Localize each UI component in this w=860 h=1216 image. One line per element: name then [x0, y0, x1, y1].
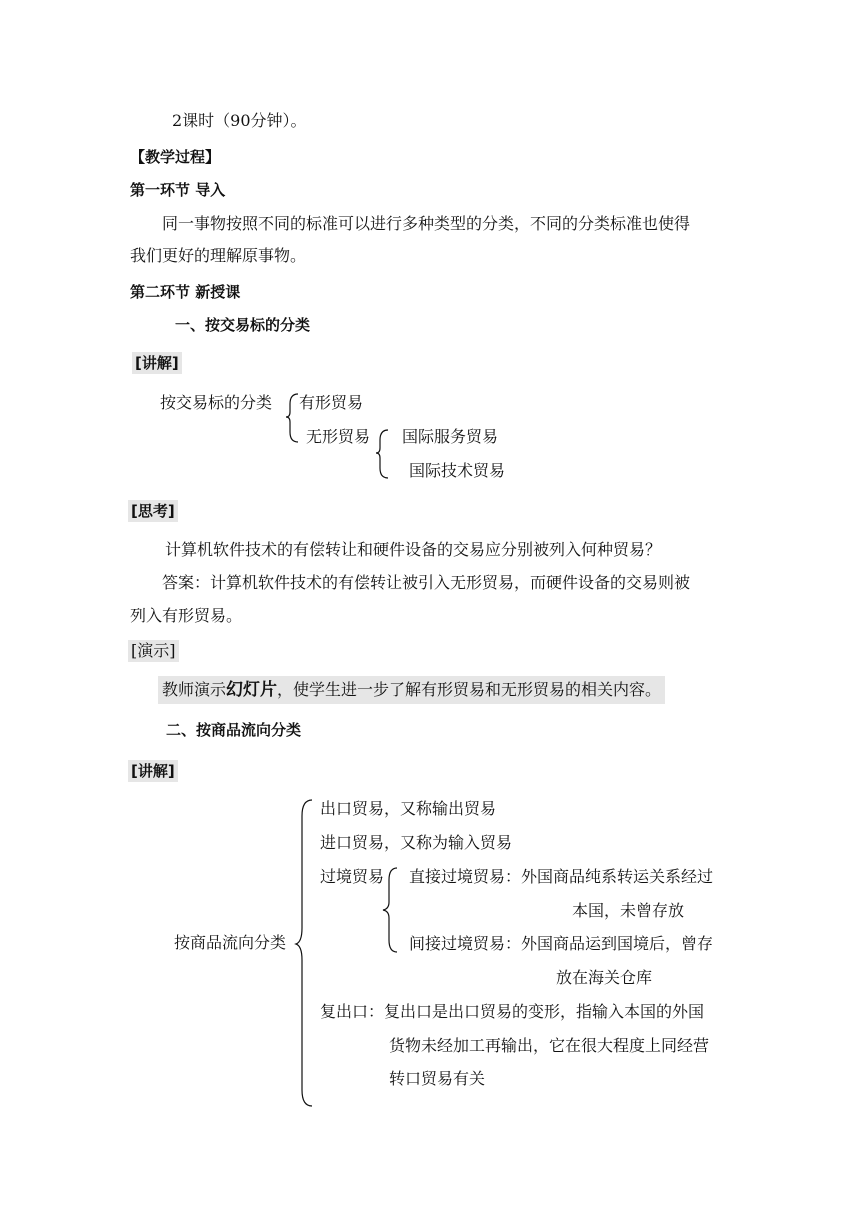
answer-line1: 答案：计算机软件技术的有偿转让被引入无形贸易，而硬件设备的交易则被	[162, 573, 691, 592]
section1-paragraph-line1: 同一事物按照不同的标准可以进行多种类型的分类，不同的分类标准也使得	[162, 214, 691, 233]
diagram1-visible-trade: 有形贸易	[299, 393, 364, 412]
explain-tag-1: [讲解]	[132, 352, 182, 374]
diagram2-export: 出口贸易，又称输出贸易	[320, 799, 497, 818]
diagram2-reexport-line2: 货物未经加工再输出，它在很大程度上同经营	[389, 1036, 710, 1055]
section1-paragraph-line2: 我们更好的理解原事物。	[130, 246, 307, 265]
demo-slides-emphasis: 幻灯片	[226, 680, 278, 700]
section2-title: 第二环节 新授课	[130, 283, 241, 301]
diagram2-reexport-line3: 转口贸易有关	[389, 1069, 486, 1088]
diagram2-indirect-line1: 间接过境贸易：外国商品运到国境后，曾存	[409, 934, 714, 953]
duration-text: 2课时（90分钟）。	[172, 111, 307, 130]
diagram1-brace	[286, 392, 300, 444]
diagram2-direct-line2: 本国，未曾存放	[572, 901, 685, 920]
diagram2-indirect-line2: 放在海关仓库	[556, 968, 653, 987]
diagram2-direct-line1: 直接过境贸易：外国商品纯系转运关系经过	[409, 867, 714, 886]
demo-sentence	[158, 676, 665, 704]
part2-heading: 二、按商品流向分类	[166, 721, 302, 739]
demo-tag: [演示]	[128, 640, 179, 662]
diagram1-root-label: 按交易标的分类	[160, 393, 273, 412]
demo-prefix: 教师演示	[162, 680, 227, 699]
diagram1-technology-trade: 国际技术贸易	[409, 461, 506, 480]
think-question: 计算机软件技术的有偿转让和硬件设备的交易应分别被列入何种贸易？	[165, 540, 662, 559]
diagram2-brace	[296, 798, 316, 1110]
diagram1-sub-brace	[376, 428, 390, 480]
answer-line2: 列入有形贸易。	[130, 606, 243, 625]
part1-heading: 一、按交易标的分类	[175, 316, 311, 334]
diagram2-import: 进口贸易，又称为输入贸易	[320, 833, 513, 852]
diagram2-transit: 过境贸易	[320, 867, 385, 886]
section1-title: 第一环节 导入	[130, 181, 226, 199]
teaching-process-heading: 【教学过程】	[130, 148, 221, 166]
demo-suffix: ，使学生进一步了解有形贸易和无形贸易的相关内容。	[277, 680, 662, 699]
diagram1-invisible-trade: 无形贸易	[306, 427, 371, 446]
explain-tag-2: [讲解]	[128, 760, 178, 782]
diagram2-root-label: 按商品流向分类	[174, 933, 287, 952]
diagram2-transit-brace	[383, 866, 399, 956]
diagram2-reexport-line1: 复出口：复出口是出口贸易的变形，指输入本国的外国	[320, 1002, 705, 1021]
think-tag: [思考]	[128, 500, 178, 522]
diagram1-service-trade: 国际服务贸易	[402, 427, 499, 446]
